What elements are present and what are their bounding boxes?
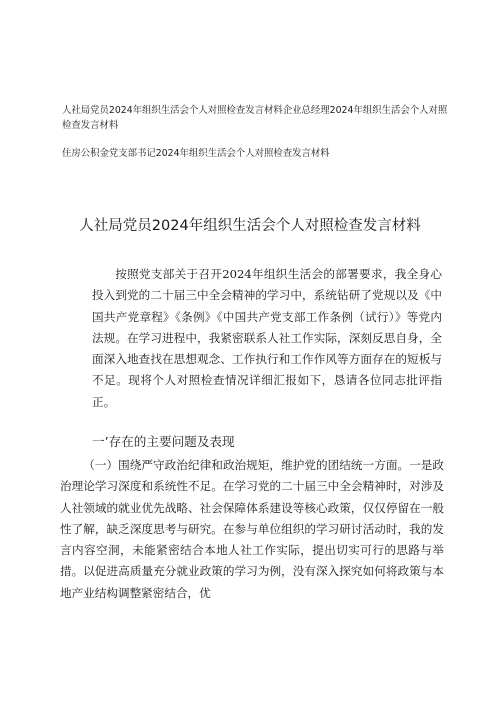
section-paragraph: （一）围绕严守政治纪律和政治规矩，维护党的团结统一方面。一是政治理论学习深度和系统性不足。在学习党的二十届三中全会精神时，对涉及人社领域的就业优先战略、社会保障体系建设等核心政策，仅仅停留在一般性了解，缺乏深度思考与研究。在参与单位组织的学习研讨活动时，我的发言内容空洞，未能紧密结合本地人社工作实际，提出切实可行的思路与举措。以促进高质量充分就业政策的学习为例，没有深入探究如何将政策与本地产业结构调整紧密结合，优 [60,458,444,600]
section-heading: 一’存在的主要问题及表现 [92,434,235,449]
document-title: 人社局党员2024年组织生活会个人对照检查发言材料 [79,218,421,234]
table-of-contents [62,103,454,161]
intro-paragraph-block [92,264,442,413]
toc-entry-1[interactable]: 人社局党员2024年组织生活会个人对照检查发言材料企业总经理2024年组织生活会个人对照检查发言材料 [62,105,448,131]
intro-paragraph: 按照党支部关于召开2024年组织生活会的部署要求，我全身心投入到党的二十届三中全会精神的学习中，系统钻研了党规以及《中国共产党章程》《条例》《中国共产党支部工作条例（试行）》等党内法规。在学习进程中，我紧密联系人社工作实际，深刻反思自身，全面深入地查找在思想观念、工作执行和工作作风等方面存在的短板与不足。现将个人对照检查情况详细汇报如下，恳请各位同志批评指正。 [92,267,442,409]
section-paragraph-block [60,455,444,604]
toc-entry-2[interactable]: 住房公积金党支部书记2024年组织生活会个人对照检查发言材料 [62,148,330,159]
